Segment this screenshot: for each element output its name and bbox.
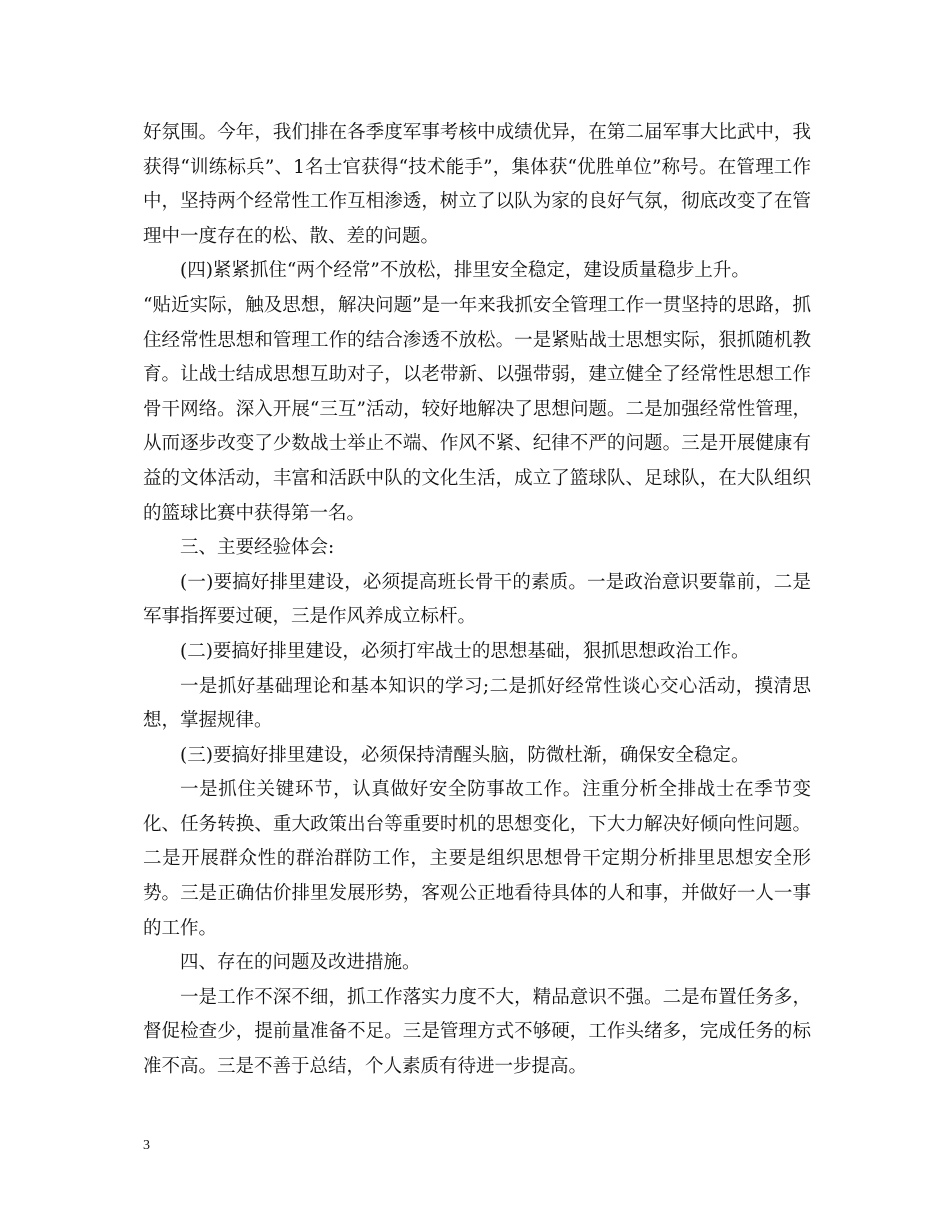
paragraph: 一是抓好基础理论和基本知识的学习;二是抓好经常性谈心交心活动，摸清思想，掌握规律。: [143, 675, 811, 732]
paragraph: (二)要搞好排里建设，必须打牢战士的思想基础，狠抓思想政治工作。: [180, 640, 750, 662]
paragraph: 一是工作不深不细，抓工作落实力度不大，精品意识不强。二是布置任务多，督促检查少，提前量准备不足。三是管理方式不够硬，工作头绪多，完成任务的标准不高。三是不善于总结，个人素质有待进一步提高。: [143, 986, 811, 1078]
paragraph: 好氛围。今年，我们排在各季度军事考核中成绩优异，在第二届军事大比武中，我获得“训练标兵”、1名士官获得“技术能手”，集体获“优胜单位”称号。在管理工作中，坚持两个经常性工作互相渗透，树立了以队为家的良好气氛，彻底改变了在管理中一度存在的松、散、差的问题。: [143, 122, 811, 247]
paragraph: 一是抓住关键环节，认真做好安全防事故工作。注重分析全排战士在季节变化、任务转换、重大政策出台等重要时机的思想变化，下大力解决好倾向性问题。二是开展群众性的群治群防工作，主要是组织思想骨干定期分析排里思想安全形势。三是正确估价排里发展形势，客观公正地看待具体的人和事，并做好一人一事的工作。: [143, 779, 811, 939]
paragraph: (三)要搞好排里建设，必须保持清醒头脑，防微杜渐，确保安全稳定。: [180, 744, 750, 766]
section-heading: 四、存在的问题及改进措施。: [180, 952, 421, 974]
page-number: 3: [143, 1138, 150, 1153]
paragraph: (一)要搞好排里建设，必须提高班长骨干的素质。一是政治意识要靠前，二是军事指挥要过硬，三是作风养成立标杆。: [143, 571, 811, 628]
document-body: [143, 116, 811, 1085]
paragraph: “贴近实际，触及思想，解决问题”是一年来我抓安全管理工作一贯坚持的思路，抓住经常性思想和管理工作的结合渗透不放松。一是紧贴战士思想实际，狠抓随机教育。让战士结成思想互助对子，以老带新、以强带弱，建立健全了经常性思想工作骨干网络。深入开展“三互”活动，较好地解决了思想问题。二是加强经常性管理，从而逐步改变了少数战士举止不端、作风不紧、纪律不严的问题。三是开展健康有益的文体活动，丰富和活跃中队的文化生活，成立了篮球队、足球队，在大队组织的篮球比赛中获得第一名。: [143, 294, 811, 524]
paragraph: (四)紧紧抓住“两个经常”不放松，排里安全稳定，建设质量稳步上升。: [180, 260, 750, 282]
section-heading: 三、主要经验体会:: [180, 537, 335, 559]
